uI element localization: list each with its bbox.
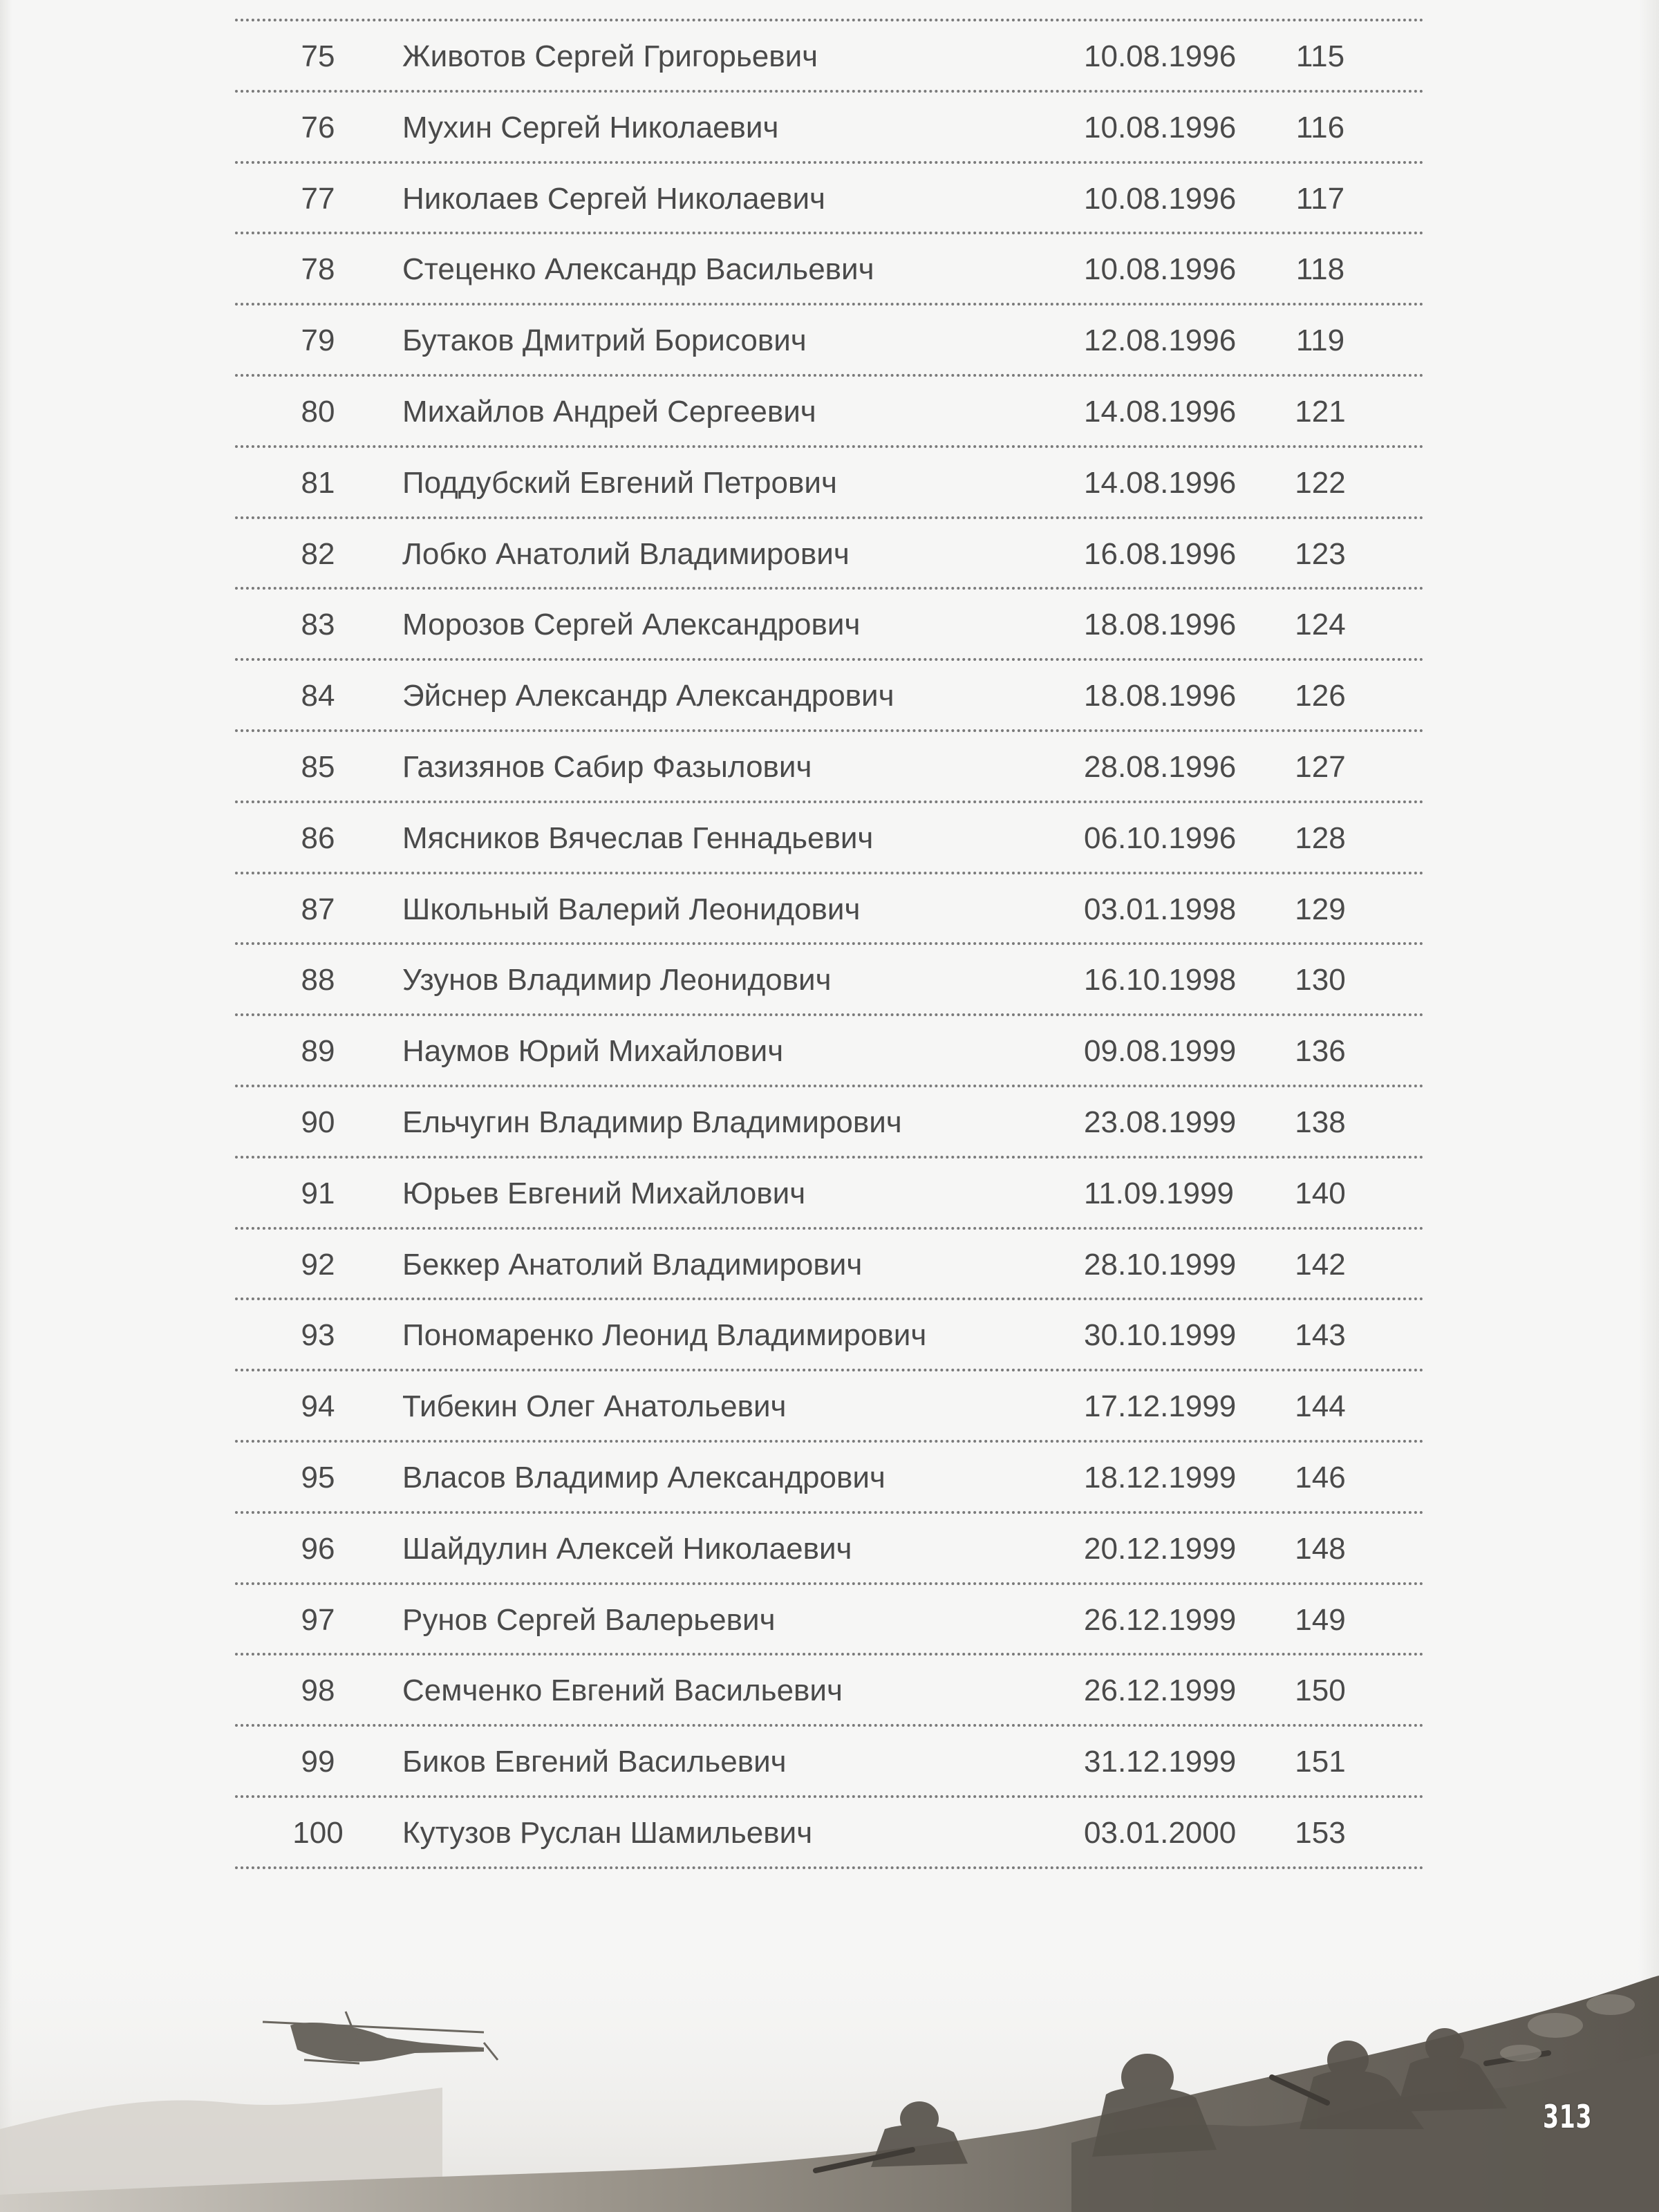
row-page-ref: 144 [1295,1389,1346,1424]
row-page-ref: 127 [1295,749,1346,784]
row-name: Власов Владимир Александрович [402,1460,885,1494]
row-name: Стеценко Александр Васильевич [402,252,874,287]
row-page-ref: 153 [1295,1815,1346,1850]
table-row [235,164,1424,235]
row-number: 77 [301,181,335,216]
row-number: 92 [301,1247,335,1282]
row-date: 16.08.1996 [1084,536,1237,571]
table-row [235,306,1424,377]
row-page-ref: 140 [1295,1176,1346,1210]
row-name: Поддубский Евгений Петрович [402,465,837,500]
row-number: 79 [301,324,335,358]
row-date: 14.08.1996 [1084,465,1237,500]
row-name: Тибекин Олег Анатольевич [402,1389,787,1424]
row-number: 84 [301,679,335,713]
row-number: 86 [301,821,335,855]
row-date: 17.12.1999 [1084,1389,1237,1424]
row-page-ref: 146 [1295,1460,1346,1494]
row-date: 16.10.1998 [1084,963,1237,997]
row-page-ref: 150 [1295,1674,1346,1708]
row-number: 95 [301,1460,335,1494]
row-number: 85 [301,749,335,784]
table-row [235,590,1424,661]
row-page-ref: 151 [1295,1745,1346,1779]
row-page-ref: 126 [1295,679,1346,713]
row-name: Беккер Анатолий Владимирович [402,1247,863,1282]
row-number: 89 [301,1034,335,1069]
table-row [235,1798,1424,1869]
row-date: 18.08.1996 [1084,679,1237,713]
table-row [235,93,1424,164]
row-number: 78 [301,252,335,287]
table-rows [235,21,1424,1869]
table-row [235,1585,1424,1656]
row-number: 82 [301,536,335,571]
row-date: 30.10.1999 [1084,1318,1237,1353]
table-row [235,21,1424,93]
row-page-ref: 149 [1295,1602,1346,1637]
row-number: 91 [301,1176,335,1210]
row-name: Михайлов Андрей Сергеевич [402,394,816,429]
table-row [235,1300,1424,1371]
row-date: 12.08.1996 [1084,324,1237,358]
row-name: Николаев Сергей Николаевич [402,181,825,216]
row-name: Морозов Сергей Александрович [402,608,861,642]
row-date: 28.10.1999 [1084,1247,1237,1282]
row-number: 96 [301,1531,335,1566]
row-name: Газизянов Сабир Фазылович [402,749,812,784]
row-number: 94 [301,1389,335,1424]
row-date: 09.08.1999 [1084,1034,1237,1069]
row-page-ref: 116 [1295,110,1345,144]
row-name: Эйснер Александр Александрович [402,679,894,713]
row-number: 80 [301,394,335,429]
row-name: Пономаренко Леонид Владимирович [402,1318,927,1353]
table-row [235,661,1424,732]
table-row [235,1230,1424,1301]
table-row [235,519,1424,590]
row-page-ref: 118 [1295,252,1345,287]
row-date: 11.09.1999 [1084,1176,1234,1210]
row-name: Биков Евгений Васильевич [402,1745,787,1779]
row-page-ref: 143 [1295,1318,1346,1353]
row-name: Лобко Анатолий Владимирович [402,536,850,571]
row-name: Мухин Сергей Николаевич [402,110,779,144]
row-number: 75 [301,39,335,73]
row-date: 20.12.1999 [1084,1531,1237,1566]
row-page-ref: 128 [1295,821,1346,855]
row-date: 10.08.1996 [1084,181,1237,216]
table-row [235,874,1424,946]
row-date: 31.12.1999 [1084,1745,1237,1779]
table-row [235,1159,1424,1230]
table-row [235,1087,1424,1159]
row-number: 81 [301,465,335,500]
table-row [235,1514,1424,1585]
row-page-ref: 142 [1295,1247,1346,1282]
page-edge-shadow [1638,0,1659,2212]
page-edge-shadow [0,0,12,2212]
row-page-ref: 122 [1295,465,1346,500]
row-name: Ельчугин Владимир Владимирович [402,1105,902,1139]
row-page-ref: 123 [1295,536,1346,571]
table-row [235,234,1424,306]
row-page-ref: 136 [1295,1034,1346,1069]
row-name: Семченко Евгений Васильевич [402,1674,843,1708]
row-number: 83 [301,608,335,642]
row-name: Наумов Юрий Михайлович [402,1034,784,1069]
soldiers-and-helicopter-photo [0,1922,1659,2212]
row-name: Узунов Владимир Леонидович [402,963,832,997]
row-name: Школьный Валерий Леонидович [402,892,861,926]
row-date: 06.10.1996 [1084,821,1237,855]
row-date: 26.12.1999 [1084,1674,1237,1708]
row-date: 18.12.1999 [1084,1460,1237,1494]
row-page-ref: 130 [1295,963,1346,997]
row-date: 10.08.1996 [1084,110,1237,144]
memorial-list-table [235,19,1424,1869]
row-number: 76 [301,110,335,144]
row-name: Рунов Сергей Валерьевич [402,1602,776,1637]
table-row [235,1727,1424,1798]
table-row [235,803,1424,874]
row-page-ref: 124 [1295,608,1346,642]
row-page-ref: 129 [1295,892,1346,926]
row-date: 03.01.2000 [1084,1815,1237,1850]
row-date: 14.08.1996 [1084,394,1237,429]
row-name: Животов Сергей Григорьевич [402,39,818,73]
table-row [235,945,1424,1016]
row-page-ref: 119 [1295,324,1345,358]
row-number: 100 [292,1815,344,1850]
row-name: Кутузов Руслан Шамильевич [402,1815,813,1850]
table-row [235,732,1424,803]
row-page-ref: 148 [1295,1531,1346,1566]
row-date: 10.08.1996 [1084,252,1237,287]
row-number: 87 [301,892,335,926]
page-number: 313 [1543,2098,1593,2135]
row-number: 97 [301,1602,335,1637]
row-page-ref: 121 [1295,394,1346,429]
row-date: 26.12.1999 [1084,1602,1237,1637]
table-row [235,1371,1424,1443]
row-date: 28.08.1996 [1084,749,1237,784]
row-date: 18.08.1996 [1084,608,1237,642]
row-date: 10.08.1996 [1084,39,1237,73]
row-date: 23.08.1999 [1084,1105,1237,1139]
table-row [235,1016,1424,1087]
row-number: 93 [301,1318,335,1353]
table-row [235,448,1424,519]
row-page-ref: 138 [1295,1105,1346,1139]
row-number: 90 [301,1105,335,1139]
row-page-ref: 117 [1295,181,1345,216]
table-row [235,1443,1424,1514]
table-row [235,377,1424,448]
row-date: 03.01.1998 [1084,892,1237,926]
row-page-ref: 115 [1295,39,1345,73]
row-number: 98 [301,1674,335,1708]
row-name: Юрьев Евгений Михайлович [402,1176,806,1210]
row-name: Мясников Вячеслав Геннадьевич [402,821,874,855]
table-row [235,1656,1424,1727]
row-name: Бутаков Дмитрий Борисович [402,324,807,358]
row-number: 88 [301,963,335,997]
row-number: 99 [301,1745,335,1779]
row-name: Шайдулин Алексей Николаевич [402,1531,852,1566]
